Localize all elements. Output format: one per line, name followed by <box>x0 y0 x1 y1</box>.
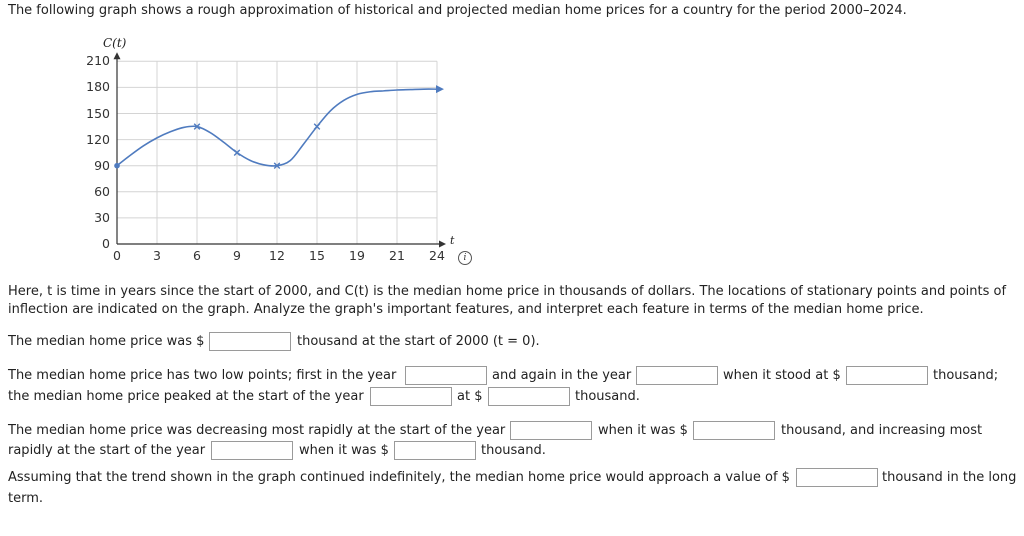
decreasing-price-input[interactable] <box>693 421 775 440</box>
y-tick-label: 60 <box>94 183 110 199</box>
decreasing-year-input[interactable] <box>510 421 592 440</box>
limit-price-input[interactable] <box>796 468 878 487</box>
q2-text-g: thousand. <box>575 389 640 404</box>
x-tick-label: 0 <box>113 248 121 263</box>
q3-text-b: when it was $ <box>598 423 688 438</box>
increasing-price-input[interactable] <box>394 441 476 460</box>
y-tick-label: 30 <box>94 209 110 225</box>
q3-text-e: when it was $ <box>299 443 389 458</box>
q1-text-b: thousand at the start of 2000 (t = 0). <box>297 334 540 349</box>
x-tick-label: 9 <box>233 248 241 263</box>
start-price-input[interactable] <box>209 332 291 351</box>
q2-text-d: thousand; <box>933 368 999 383</box>
q4-text-a: Assuming that the trend shown in the graph continued indefinitely, the median home price would approach a value of $ <box>8 470 790 485</box>
y-tick-label: 210 <box>86 53 110 69</box>
curve-arrow <box>436 85 444 93</box>
intro-text: The following graph shows a rough approximation of historical and projected median home prices for a country for the period 2000–2024. <box>8 3 907 18</box>
y-tick-label: 90 <box>94 157 110 173</box>
q2-text-b: and again in the year <box>492 368 632 383</box>
y-tick-label: 180 <box>86 79 110 95</box>
peak-year-input[interactable] <box>370 387 452 406</box>
q2-text-a: The median home price has two low points; first in the year <box>8 368 397 383</box>
description-line-1: Here, t is time in years since the start of 2000, and C(t) is the median home price in thousands of dollars. The locations of stationary points and points of <box>8 284 1007 299</box>
x-axis-arrow <box>439 241 446 248</box>
low-year-2-input[interactable] <box>636 366 718 385</box>
q2-text-f: at $ <box>457 389 483 404</box>
increasing-year-input[interactable] <box>211 441 293 460</box>
info-icon[interactable]: i <box>458 251 472 265</box>
q3-text-c: thousand, and increasing most <box>781 423 983 438</box>
peak-price-input[interactable] <box>488 387 570 406</box>
q4-text-b: thousand in the long <box>882 470 1017 485</box>
x-tick-label: 12 <box>269 248 285 263</box>
y-tick-label: 150 <box>86 105 110 121</box>
q3-text-f: thousand. <box>481 443 546 458</box>
x-tick-label: 3 <box>153 248 161 263</box>
low-price-input[interactable] <box>846 366 928 385</box>
x-tick-label: 24 <box>429 248 445 263</box>
x-tick-label: 15 <box>309 248 325 263</box>
q3-text-a: The median home price was decreasing most rapidly at the start of the year <box>8 423 506 438</box>
x-axis-label: t <box>450 234 455 247</box>
y-tick-label: 0 <box>102 236 110 251</box>
x-tick-label: 19 <box>349 248 365 263</box>
y-tick-label: 120 <box>86 131 110 147</box>
start-point-dot <box>114 163 120 169</box>
q4-text-c: term. <box>8 491 44 506</box>
description-line-2: inflection are indicated on the graph. Analyze the graph's important features, and interpret each feature in terms of the median home price. <box>8 302 924 317</box>
q3-text-d: rapidly at the start of the year <box>8 443 206 458</box>
y-axis-label: C(t) <box>103 36 127 50</box>
q1-text-a: The median home price was $ <box>8 334 205 349</box>
q2-text-c: when it stood at $ <box>723 368 841 383</box>
x-tick-label: 6 <box>193 248 201 263</box>
y-axis-arrow <box>114 52 121 59</box>
x-tick-label: 21 <box>389 248 405 263</box>
low-year-1-input[interactable] <box>405 366 487 385</box>
q2-text-e: the median home price peaked at the start of the year <box>8 389 364 404</box>
